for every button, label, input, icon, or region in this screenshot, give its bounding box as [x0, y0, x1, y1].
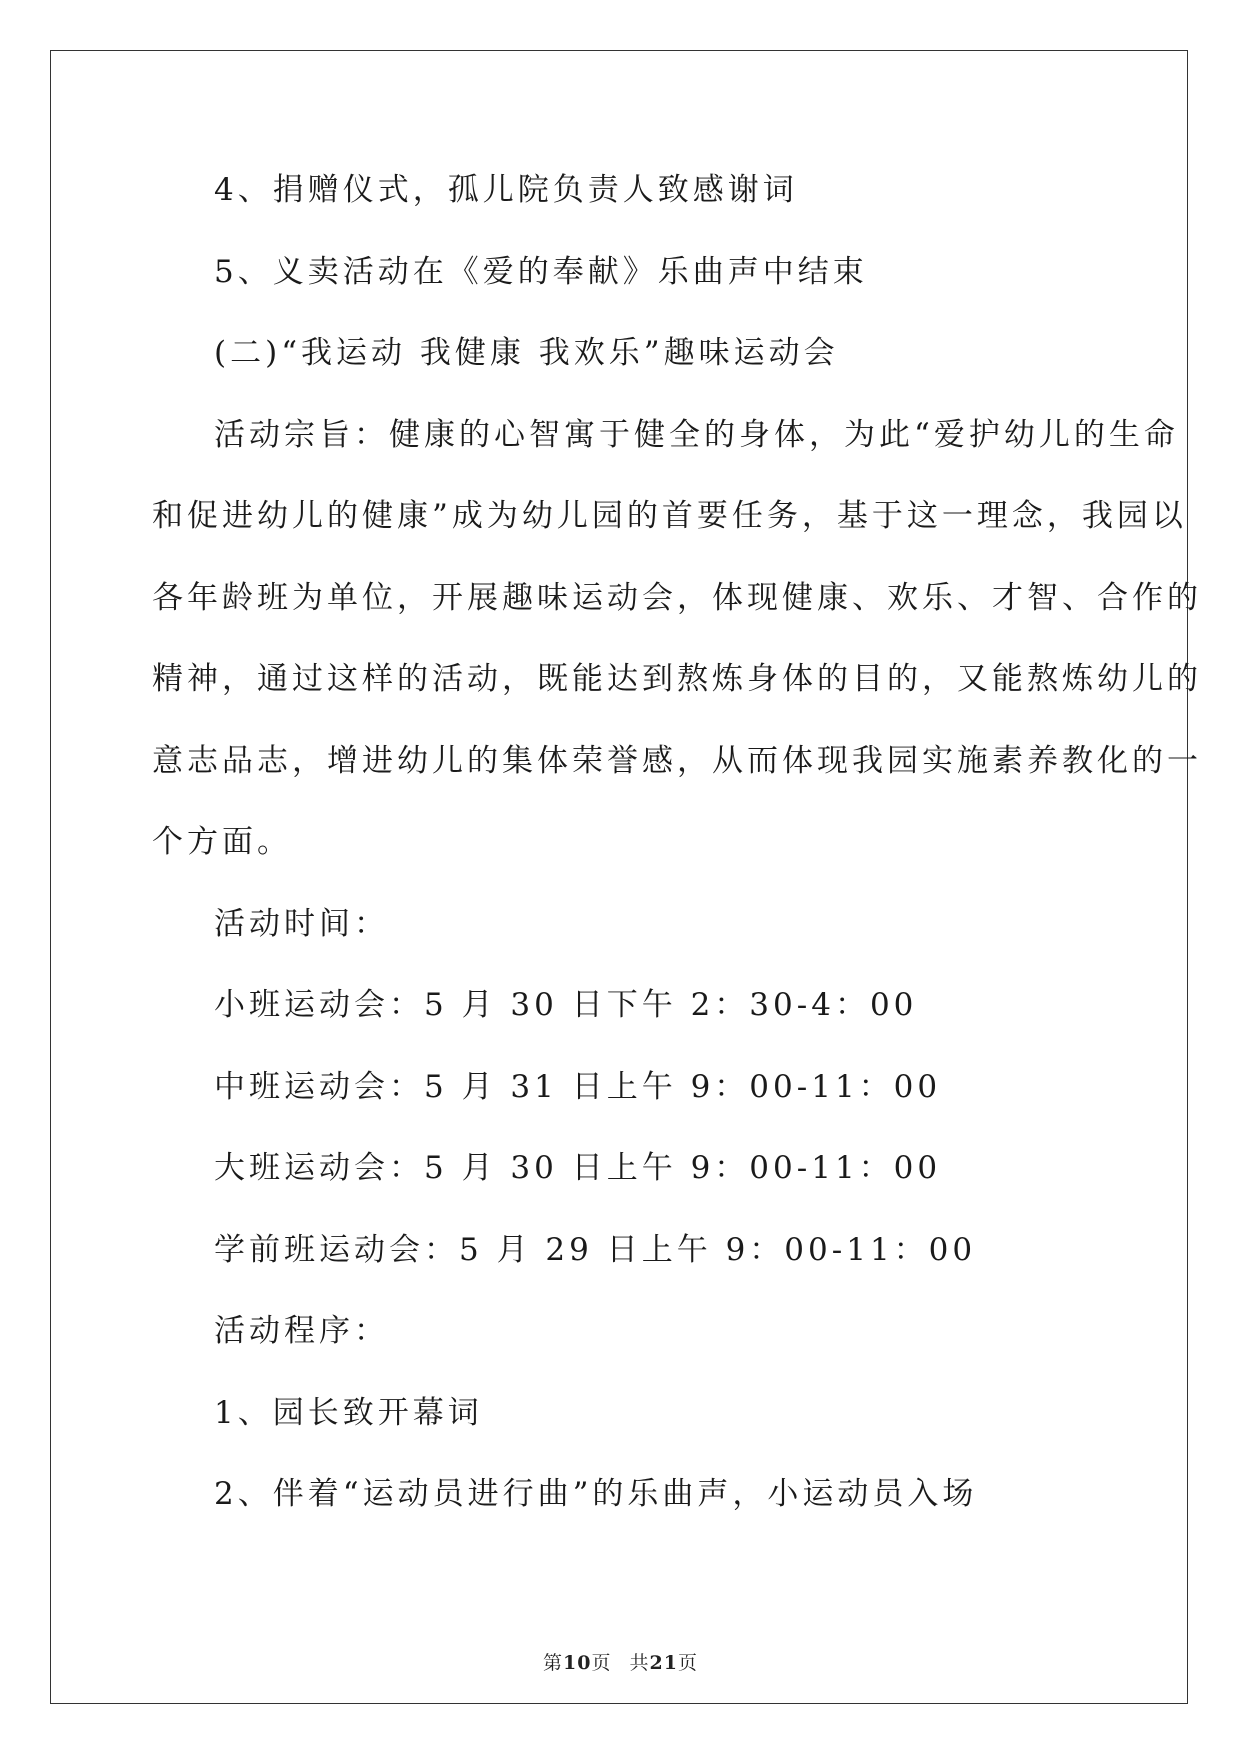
list-item: 4、捐赠仪式，孤儿院负责人致感谢词 — [214, 172, 798, 208]
schedule-item: 大班运动会：5 月 30 日上午 9：00-11：00 — [214, 1150, 942, 1186]
paragraph-line: 各年龄班为单位，开展趣味运动会，体现健康、欢乐、才智、合作的 — [152, 579, 1202, 616]
paragraph-line: 个方面。 — [152, 824, 292, 860]
list-item: 5、义卖活动在《爱的奉献》乐曲声中结束 — [214, 253, 868, 290]
schedule-item: 学前班运动会：5 月 29 日上午 9：00-11：00 — [214, 1231, 977, 1268]
document-body — [152, 160, 1202, 1546]
program-heading: 活动程序： — [214, 1313, 389, 1349]
purpose-paragraph — [152, 405, 1202, 894]
paragraph-line: 精神，通过这样的活动，既能达到熬炼身体的目的，又能熬炼幼儿的 — [152, 661, 1202, 697]
schedule-item: 小班运动会：5 月 30 日下午 2：30-4：00 — [214, 987, 918, 1023]
total-page-count: 21 — [649, 1652, 678, 1674]
schedule-item: 中班运动会：5 月 31 日上午 9：00-11：00 — [214, 1068, 942, 1105]
list-item: 1、园长致开幕词 — [214, 1394, 483, 1431]
current-page-number: 10 — [563, 1652, 592, 1674]
page-prefix: 第 — [543, 1652, 564, 1674]
page-footer — [0, 1648, 1241, 1675]
list-item: 2、伴着“运动员进行曲”的乐曲声，小运动员入场 — [214, 1476, 978, 1512]
total-unit: 页 — [677, 1652, 698, 1674]
total-prefix: 共 — [629, 1652, 650, 1674]
page-unit: 页 — [591, 1652, 612, 1674]
paragraph-line: 意志品志，增进幼儿的集体荣誉感，从而体现我园实施素养教化的一 — [152, 742, 1202, 779]
section-heading: (二)“我运动 我健康 我欢乐”趣味运动会 — [214, 335, 839, 371]
paragraph-line: 和促进幼儿的健康”成为幼儿园的首要任务，基于这一理念，我园以 — [152, 498, 1187, 534]
paragraph-line: 活动宗旨：健康的心智寓于健全的身体，为此“爱护幼儿的生命 — [214, 416, 1179, 453]
schedule-heading: 活动时间： — [214, 905, 389, 942]
